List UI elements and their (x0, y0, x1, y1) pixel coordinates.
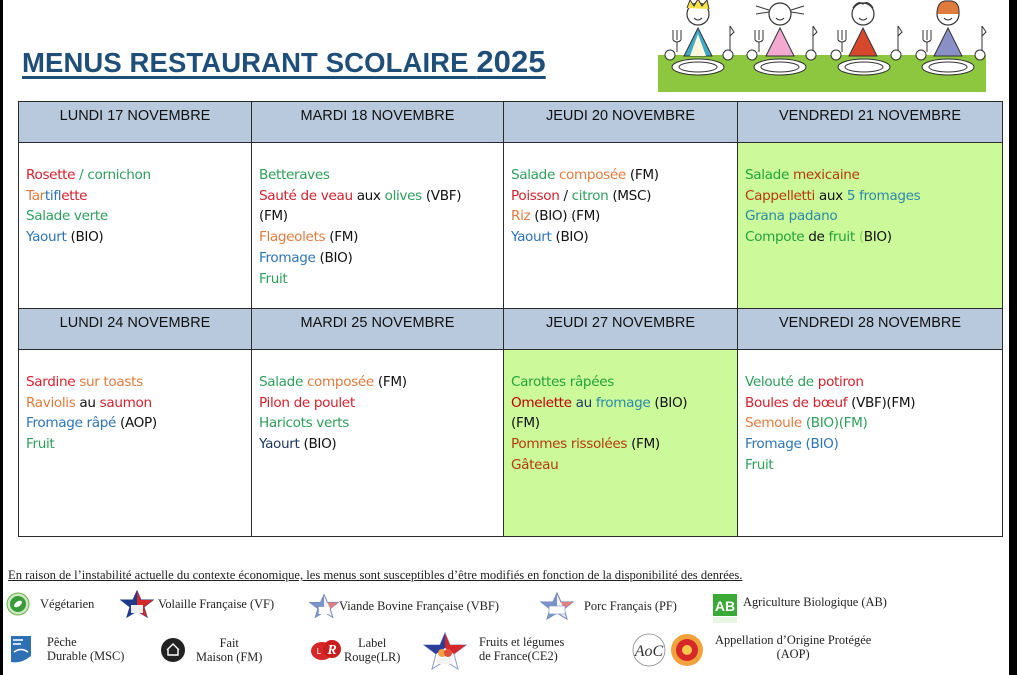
menu-item-segment: composée (306, 374, 374, 390)
legend-viande-bovine-francaise (309, 592, 499, 620)
day-menu-cell (738, 350, 1003, 537)
vegetarian-icon (6, 592, 30, 616)
menu-item (511, 165, 737, 186)
day-menu-cell (738, 143, 1003, 309)
children-at-table-illustration (658, 0, 990, 92)
day-header: MARDI 25 NOVEMBRE (252, 309, 504, 350)
day-header: LUNDI 17 NOVEMBRE (19, 102, 252, 143)
svg-text:AB: AB (714, 598, 736, 614)
day-menu-cell (19, 350, 252, 537)
menu-item (259, 434, 503, 455)
menu-item-segment: (BIO) (650, 394, 688, 411)
menu-item (511, 227, 737, 248)
agriculture-biologique-icon (713, 594, 737, 624)
menu-item-segment: Semoule (745, 415, 802, 432)
menu-item-segment: (BIO)(FM) (801, 415, 868, 432)
menu-item (26, 227, 251, 248)
week-1-header-row (19, 102, 1003, 143)
menu-item-segment: Sauté de veau (259, 187, 353, 204)
menu-item (259, 186, 503, 207)
menu-item-segment: BIO) (863, 229, 892, 246)
child-1 (684, 0, 712, 56)
menu-item (259, 413, 503, 434)
day-header: JEUDI 27 NOVEMBRE (504, 309, 738, 350)
legend-vegetarian (6, 592, 94, 616)
menu-item-segment: Carottes râpées (511, 374, 614, 390)
menu-item (745, 393, 1002, 414)
legend-label-line: Durable (MSC) (47, 649, 125, 663)
menu-item-segment: (BIO) (66, 229, 104, 246)
legend-label-rouge (310, 636, 400, 664)
menu-item (745, 186, 1002, 207)
legend-label: Viande Bovine Française (VBF) (339, 599, 499, 613)
menu-item-segment: au (75, 394, 100, 411)
menu-item-segment: Poisson (511, 187, 560, 204)
legend-label-line: (AOP) (776, 647, 810, 661)
menu-item (26, 372, 251, 393)
menu-item (745, 455, 1002, 476)
fait-maison-icon (160, 637, 186, 663)
menu-item (259, 269, 503, 290)
menu-item-segment: potiron (817, 374, 864, 390)
menu-item-segment: Salade (511, 167, 559, 183)
legend-label: Volaille Française (VF) (158, 597, 275, 611)
legend-msc (9, 634, 124, 664)
menu-item-segment: (VBF)(FM) (847, 394, 916, 411)
menu-item (259, 372, 503, 393)
menu-item (745, 227, 1002, 248)
menu-item-segment: Salade (259, 374, 307, 390)
menu-item-segment: (BIO) (315, 249, 353, 266)
porc-francais-icon (540, 592, 574, 620)
menu-item (511, 455, 737, 476)
legend-label: Agriculture Biologique (AB) (743, 595, 887, 609)
menu-item-segment: au (571, 394, 596, 411)
day-menu-cell (252, 350, 504, 537)
legend-porc-francais (540, 592, 677, 620)
menu-item-segment: Betteraves (259, 167, 330, 183)
menu-item-segment: 5 fromages (846, 187, 921, 204)
menu-item-segment: Pommes rissolées (511, 436, 628, 453)
menu-item-segment: Rosette (26, 167, 76, 183)
menu-item (259, 248, 503, 269)
menu-item-segment: (MSC) (608, 187, 652, 204)
menu-item-segment: (FM) (511, 415, 540, 432)
day-header: LUNDI 24 NOVEMBRE (19, 309, 252, 350)
menu-item-segment: Yaourt (511, 229, 552, 246)
msc-peche-durable-icon (9, 634, 33, 664)
weekly-menu-table (18, 101, 1003, 537)
legend-label-line: Rouge(LR) (344, 650, 401, 664)
menu-item-segment: (FM) (373, 374, 407, 390)
day-header: JEUDI 20 NOVEMBRE (504, 102, 738, 143)
menu-item (26, 206, 251, 227)
legend-agriculture-biologique (713, 594, 887, 624)
menu-item-segment: Gâteau (511, 456, 559, 473)
menu-item (745, 165, 1002, 186)
legend-label: Végétarien (40, 597, 95, 611)
menu-item-segment: Fruit (745, 456, 774, 473)
child-4 (934, 1, 962, 56)
menu-item-segment: cornichon (87, 167, 151, 183)
child-3 (849, 3, 877, 56)
menu-item-segment: Tar (26, 187, 45, 204)
legend-label-line: Pêche (47, 635, 77, 649)
legend-label (715, 633, 871, 661)
menu-item (511, 372, 737, 393)
menu-item-segment: Pilon de poulet (259, 394, 355, 411)
menu-item-segment: (VBF) (421, 187, 462, 204)
legend-fait-maison (160, 636, 262, 664)
menu-item-segment: Riz (511, 208, 531, 225)
menu-item-segment: Velouté de (745, 374, 818, 390)
menu-item-segment: fromage (595, 394, 651, 411)
menu-item-segment: Omelette (511, 394, 572, 411)
menu-item (745, 434, 1002, 455)
menu-item-segment: (BIO) (299, 436, 337, 453)
child-2 (756, 3, 804, 56)
title-year: 2025 (476, 44, 546, 79)
menu-item-segment: (FM) (259, 208, 288, 225)
menu-item-segment: Fruit (26, 436, 55, 453)
menu-item-segment: composée (558, 167, 626, 183)
menu-item-segment: Salade verte (26, 208, 108, 225)
menu-item (745, 206, 1002, 227)
day-menu-cell (252, 143, 504, 309)
menu-item-segment: Fromage (259, 249, 316, 266)
menu-item-segment: saumon (99, 394, 152, 411)
legend-label: Porc Français (PF) (584, 599, 677, 613)
menu-item-segment: Cappelletti (745, 187, 815, 204)
menu-item (511, 434, 737, 455)
legend-label-line: Fait (219, 636, 239, 650)
menu-item-segment: / (559, 187, 572, 204)
menu-item-segment: ( (854, 229, 864, 246)
legend-label (196, 636, 262, 664)
menu-item (511, 393, 737, 414)
menu-item-segment: aux (352, 187, 385, 204)
legend-label (47, 635, 124, 663)
menu-item-segment: Compote (745, 229, 805, 246)
menu-item-segment: (FM) (625, 167, 659, 183)
menu-item-segment: (FM) (627, 436, 660, 453)
menu-item (26, 393, 251, 414)
legend-volaille-francaise (120, 590, 274, 618)
menu-item-segment: (FM) (325, 229, 359, 246)
menu-item-segment: Fromage (BIO) (745, 436, 839, 453)
day-menu-cell (19, 143, 252, 309)
page-title (22, 44, 546, 80)
fruits-legumes-de-france-icon (423, 632, 467, 670)
menu-item-segment: mexicaine (792, 167, 860, 183)
menu-item-segment: Yaourt (26, 229, 67, 246)
menu-item-segment: (BIO) (551, 229, 589, 246)
menu-item-segment: aux (814, 187, 847, 204)
day-menu-cell (504, 143, 738, 309)
menu-item-segment: Flageolets (259, 229, 326, 246)
svg-text:AoC: AoC (634, 643, 664, 660)
menu-item-segment: Grana padano (745, 208, 838, 225)
menu-item (26, 186, 251, 207)
day-header: MARDI 18 NOVEMBRE (252, 102, 504, 143)
legend-label-line: Fruits et légumes (479, 635, 565, 649)
menu-item (259, 165, 503, 186)
menu-item-segment: Raviolis (26, 394, 76, 411)
legend-label-line: Label (358, 636, 387, 650)
label-rouge-icon (310, 637, 342, 663)
legend-label-line: de France(CE2) (479, 649, 558, 663)
week-2-menu-row (19, 350, 1003, 537)
menu-item-segment: Yaourt (259, 436, 300, 453)
svg-text:L: L (316, 647, 322, 656)
menu-item (511, 413, 737, 434)
menu-item-segment: tifl (44, 187, 62, 204)
legend-label (344, 636, 400, 664)
week-1-menu-row (19, 143, 1003, 309)
svg-text:R: R (327, 643, 337, 658)
viande-bovine-francaise-icon (309, 592, 339, 620)
menu-item-segment: Fruit (259, 270, 288, 287)
legend-label (479, 635, 564, 663)
menu-item-segment: Salade (745, 167, 793, 183)
legend-fruits-legumes-de-france (423, 632, 564, 670)
menu-item-segment: sur toasts (75, 374, 143, 390)
week-2-header-row (19, 309, 1003, 350)
menu-item (745, 372, 1002, 393)
title-text: MENUS RESTAURANT SCOLAIRE (22, 47, 477, 78)
menu-item (511, 186, 737, 207)
menu-item (26, 434, 251, 455)
menu-item-segment: Haricots verts (259, 415, 349, 432)
menu-item (745, 413, 1002, 434)
menu-item-segment: citron (571, 187, 609, 204)
menu-item-segment: olives (384, 187, 422, 204)
day-header: VENDREDI 21 NOVEMBRE (738, 102, 1003, 143)
legend-label-line: Maison (FM) (196, 650, 263, 664)
menu-item (26, 413, 251, 434)
menu-item-segment: (AOP) (116, 415, 157, 432)
menu-item-segment: Sardine (26, 374, 76, 390)
menu-page (3, 0, 1009, 675)
menu-item (259, 393, 503, 414)
menu-item (259, 227, 503, 248)
menu-item (259, 206, 503, 227)
menu-item-segment: de (804, 229, 829, 246)
day-menu-cell (504, 350, 738, 537)
availability-notice: En raison de l’instabilité actuelle du contexte économique, les menus sont susceptibles d’être modifiés en fonction de la disponibilité des denrées. (8, 568, 743, 582)
menu-item-segment: / (75, 167, 88, 183)
menu-item-segment: ette (61, 187, 88, 204)
volaille-francaise-icon (120, 590, 154, 618)
legend-label-line: Appellation d’Origine Protégée (715, 633, 872, 647)
aoc-aop-icon (629, 633, 711, 667)
menu-item-segment: Fromage râpé (26, 415, 117, 432)
menu-item-segment: Boules de bœuf (745, 394, 848, 411)
legend-aop (629, 633, 871, 667)
menu-item-segment: (BIO) (FM) (530, 208, 600, 225)
menu-item (26, 165, 251, 186)
menu-item-segment: fruit (828, 229, 855, 246)
day-header: VENDREDI 28 NOVEMBRE (738, 309, 1003, 350)
menu-item (511, 206, 737, 227)
